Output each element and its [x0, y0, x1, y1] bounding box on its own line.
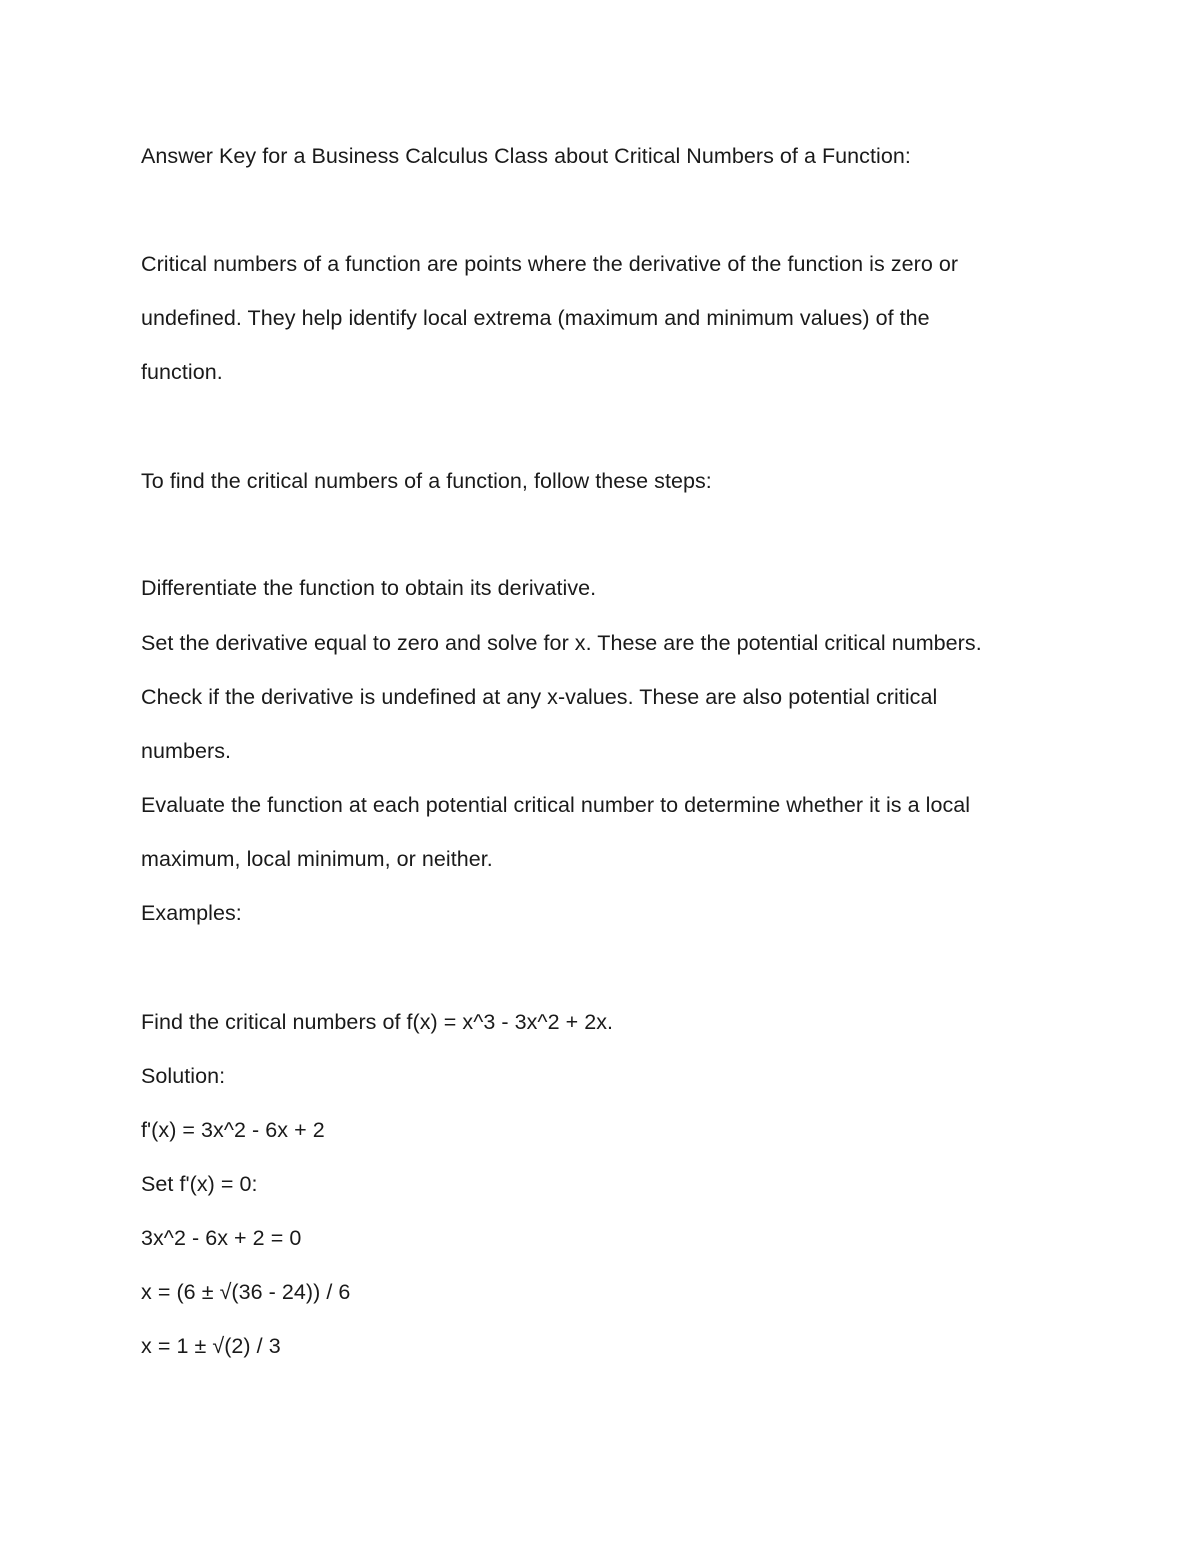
- document-title: Answer Key for a Business Calculus Class about Critical Numbers of a Function:: [141, 144, 911, 168]
- step-line-3: Check if the derivative is undefined at any x-values. These are also potential critical: [141, 685, 938, 709]
- examples-heading: Examples:: [141, 901, 242, 925]
- step-line-5: Evaluate the function at each potential critical number to determine whether it is a local: [141, 793, 971, 817]
- intro-line-2: undefined. They help identify local extrema (maximum and minimum values) of the: [141, 306, 930, 330]
- steps-intro: To find the critical numbers of a function, follow these steps:: [141, 469, 712, 493]
- step-line-6: maximum, local minimum, or neither.: [141, 847, 493, 871]
- step-line-4: numbers.: [141, 739, 232, 763]
- intro-line-1: Critical numbers of a function are points where the derivative of the function is zero or: [141, 252, 959, 276]
- intro-line-3: function.: [141, 360, 223, 384]
- solution-quadratic-formula: x = (6 ± √(36 - 24)) / 6: [141, 1280, 351, 1304]
- solution-label: Solution:: [141, 1064, 226, 1088]
- example-problem: Find the critical numbers of f(x) = x^3 - 3x^2 + 2x.: [141, 1010, 614, 1034]
- step-line-2: Set the derivative equal to zero and solve for x. These are the potential critical numbers.: [141, 631, 982, 655]
- step-line-1: Differentiate the function to obtain its derivative.: [141, 576, 597, 600]
- solution-set-zero: Set f'(x) = 0:: [141, 1172, 258, 1196]
- solution-equation: 3x^2 - 6x + 2 = 0: [141, 1226, 302, 1250]
- solution-result: x = 1 ± √(2) / 3: [141, 1334, 281, 1358]
- solution-derivative: f'(x) = 3x^2 - 6x + 2: [141, 1118, 325, 1142]
